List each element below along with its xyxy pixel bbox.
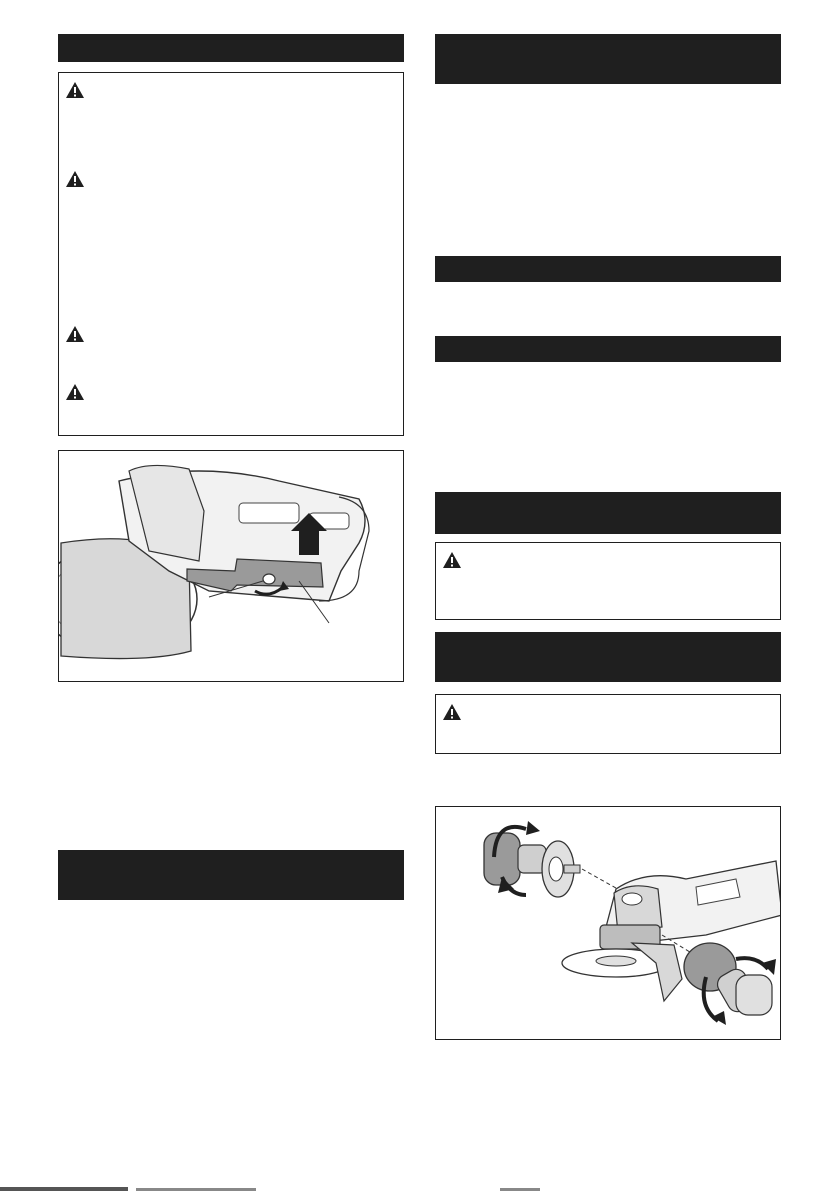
side-grip-installation-illustration <box>436 807 781 1040</box>
figure-side-grip <box>435 806 781 1040</box>
left-section-bar <box>58 850 404 900</box>
footer-strip <box>0 1186 840 1192</box>
figure-grinder-lock <box>58 450 404 682</box>
right-header-bar-5 <box>435 632 781 682</box>
warning-icon <box>442 551 462 569</box>
warning-icon <box>442 703 462 721</box>
right-header-bar-3 <box>435 336 781 362</box>
right-header-bar-1 <box>435 34 781 84</box>
warning-icon <box>65 170 85 188</box>
right-header-bar-4 <box>435 492 781 534</box>
warning-icon <box>65 81 85 99</box>
right-header-bar-2 <box>435 256 781 282</box>
warning-icon <box>65 383 85 401</box>
warning-icon <box>65 325 85 343</box>
grinder-lock-button-illustration <box>59 451 404 682</box>
left-warning-box <box>58 72 404 436</box>
right-caution-box-1 <box>435 542 781 620</box>
right-caution-box-2 <box>435 694 781 754</box>
left-header-bar <box>58 34 404 62</box>
